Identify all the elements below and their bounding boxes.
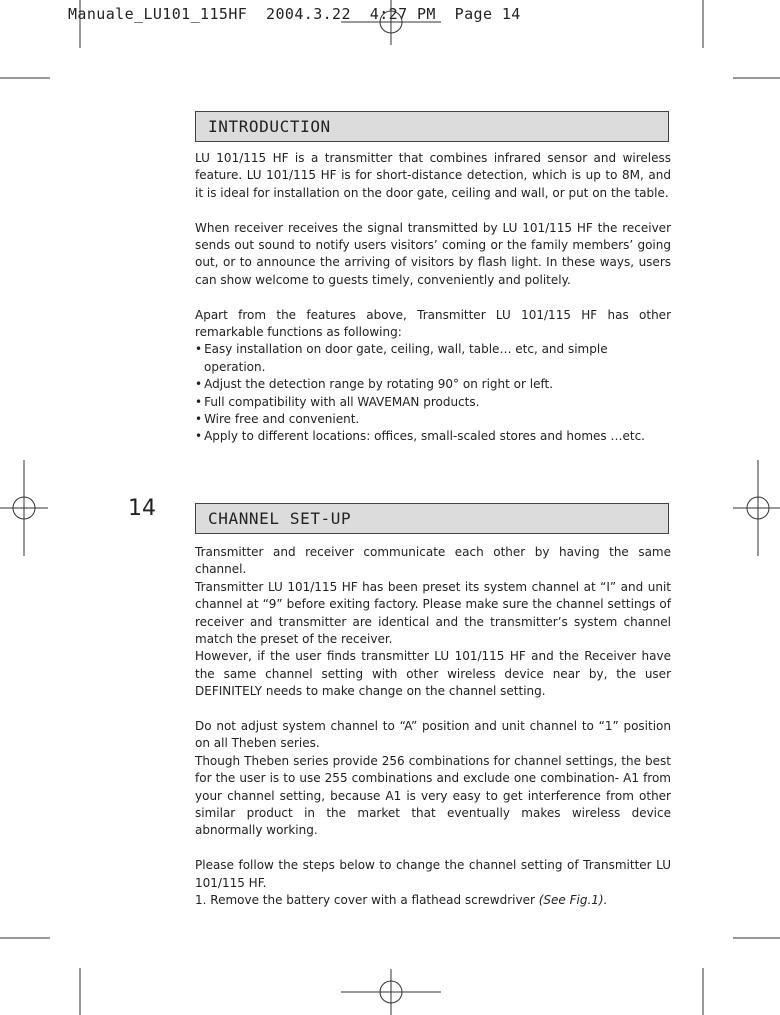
feature-list: [195, 341, 671, 445]
page-number: 14: [128, 496, 156, 521]
figure-reference: (See Fig.1).: [538, 893, 608, 908]
feature-item: • Wire free and convenient.: [195, 411, 671, 428]
step-1-text: 1. Remove the battery cover with a flathead screwdriver: [195, 893, 539, 908]
channel-paragraph-6: Please follow the steps below to change the channel setting of Transmitter LU 101/115 HF.: [195, 858, 671, 890]
channel-paragraph-3: However, if the user finds transmitter LU 101/115 HF and the Receiver have the same channel setting with other wireless device near by, the user DEFINITELY needs to make change on the channel setting.: [195, 649, 671, 699]
channel-setup-heading: CHANNEL SET-UP: [195, 503, 669, 534]
print-slug-line: Manuale_LU101_115HF 2004.3.22 4:27 PM Page 14: [68, 5, 521, 23]
channel-step-1: [195, 892, 671, 909]
channel-setup-body: [195, 544, 671, 910]
introduction-paragraph-1: LU 101/115 HF is a transmitter that combines infrared sensor and wireless feature. LU 101/115 HF is for short-distance detection, which is up to 8M, and it is ideal for installation on the door gate, ceiling and wall, or put on the table.: [195, 151, 671, 200]
registration-mark-top: [341, 0, 441, 45]
channel-paragraph-4: Do not adjust system channel to “A” position and unit channel to “1” position on all Theben series.: [195, 719, 671, 751]
channel-paragraph-2: Transmitter LU 101/115 HF has been preset its system channel at “I” and unit channel at “9” before exiting factory. Please make sure the channel settings of receiver and transmitter are identical and the transmitter’s system channel match the preset of the receiver.: [195, 579, 671, 647]
registration-mark-bottom: [341, 969, 441, 1015]
channel-paragraph-5: Though Theben series provide 256 combinations for channel settings, the best for the user is to use 255 combinations and exclude one combination- A1 from your channel setting, because A1 is very easy to get interference from other similar product in the market that eventually makes wireless device abnormally working.: [195, 753, 671, 838]
registration-mark-right: [733, 460, 780, 556]
channel-paragraph-1: Transmitter and receiver communicate each other by having the same channel.: [195, 545, 671, 577]
registration-mark-left: [0, 460, 48, 556]
introduction-heading: INTRODUCTION: [195, 111, 669, 142]
introduction-paragraph-3: Apart from the features above, Transmitter LU 101/115 HF has other remarkable functions as following:: [195, 307, 671, 340]
feature-item: • Adjust the detection range by rotating 90° on right or left.: [195, 376, 671, 393]
feature-item: • Full compatibility with all WAVEMAN products.: [195, 394, 671, 411]
feature-item: • Easy installation on door gate, ceiling, wall, table… etc, and simple operation.: [195, 341, 671, 376]
introduction-body: [195, 150, 671, 446]
introduction-paragraph-2: When receiver receives the signal transmitted by LU 101/115 HF the receiver sends out sound to notify users visitors’ coming or the family members’ going out, or to announce the arriving of visitors by flash light. In these ways, users can show welcome to guests timely, conveniently and politely.: [195, 220, 671, 287]
feature-item: • Apply to different locations: offices, small-scaled stores and homes …etc.: [195, 428, 671, 445]
